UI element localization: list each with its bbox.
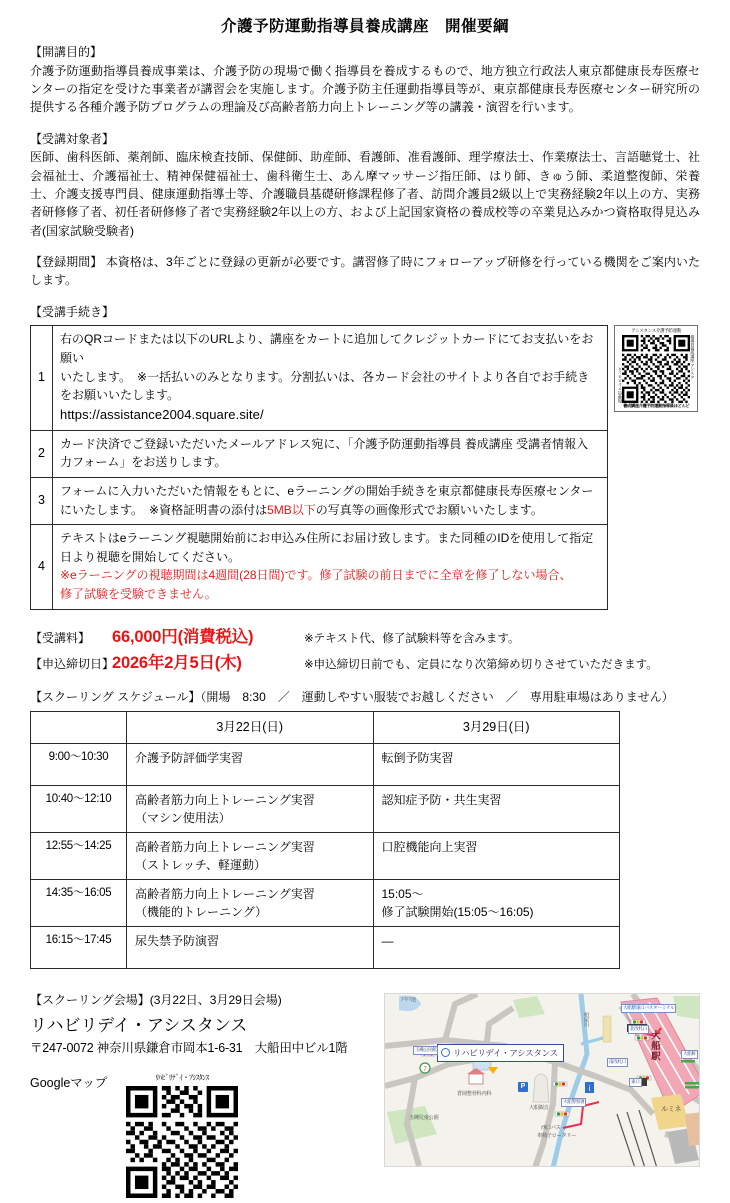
svg-text:7: 7: [423, 1066, 427, 1073]
spacer: [30, 240, 700, 253]
schedule-heading-row: [30, 688, 700, 707]
row-number: 3: [31, 478, 53, 525]
spacer: [30, 610, 700, 623]
map-tag: 大船警察署: [561, 1098, 586, 1107]
fee-label: 【受講料】: [30, 630, 91, 645]
schedule-table-body: [31, 743, 620, 968]
cell-line: 認知症予防・共生実習: [381, 792, 502, 807]
venue-heading: 【スクーリング会場】(3月22日、3月29日会場): [30, 992, 282, 1007]
map-tag: 大船軒: [681, 1050, 698, 1059]
schedule-note: （開場 8:30 ／ 運動しやすい服装でお越しください ／ 専用駐車場はありません）: [200, 689, 674, 704]
gmap-row: [30, 1072, 370, 1203]
cell-line: （ストレッチ、軽運動）: [135, 857, 267, 872]
table-row: [31, 743, 620, 785]
row-line: をお願いいたします。: [60, 388, 180, 403]
deadline-note: ※申込締切日前でも、定員になり次第締め切りさせていただきます。: [304, 658, 658, 671]
map-tag: 南改札口: [607, 1058, 628, 1067]
venue-name: リハビリデイ・アシスタンス: [30, 1015, 248, 1035]
cell-line: （マシン使用法）: [135, 810, 231, 825]
qr-frame[interactable]: [614, 325, 698, 412]
svg-text:i: i: [588, 1083, 591, 1093]
map-parking-icon: P: [518, 1082, 528, 1092]
row-line: テキストはeラーニング視聴開始前にお申込み住所にお届け致します。また同種のIDを使用して指定: [60, 531, 594, 546]
cell-time: 16:15～17:45: [31, 926, 127, 968]
fee-amount: 66,000円(消費税込): [112, 627, 254, 646]
cell-line: 高齢者筋力向上トレーニング実習: [135, 839, 315, 854]
section-purpose: [30, 43, 700, 117]
gmap-label: Googleマップ: [30, 1075, 108, 1090]
row-line-warning: 修了試験を受験できません。: [60, 587, 217, 602]
map-callout-label: リハビリデイ・アシスタンス: [453, 1047, 558, 1058]
cell-day2: [373, 832, 620, 879]
schedule-table: [30, 711, 620, 969]
row-number: 4: [31, 525, 53, 609]
map-tag: 大船駅東口バスターミナル: [621, 1004, 676, 1013]
map-label: 大船観音: [529, 1104, 549, 1111]
deadline-row: [30, 649, 700, 673]
row-line-highlight: 5MB以下: [267, 502, 316, 517]
map-label: 柏尾川: [583, 1011, 589, 1027]
deadline-date: 2026年2月5日(木): [112, 653, 242, 672]
fee-row: [30, 623, 700, 647]
cell-day2: [373, 879, 620, 926]
venue-info: [30, 991, 370, 1203]
map-station-label: 大船駅: [649, 1029, 660, 1062]
table-row: [31, 926, 620, 968]
qr-code-icon: [622, 335, 690, 403]
cell-day1: [127, 785, 374, 832]
cell-line: 介護予防評価学実習: [135, 750, 244, 765]
venue-address: 〒247-0072 神奈川県鎌倉市岡本1-6-31 大船田中ビル1階: [30, 1040, 348, 1055]
row-number: 1: [31, 326, 53, 431]
map-label: 西口バス: [541, 1124, 561, 1131]
procedure-section: [30, 325, 700, 609]
target-heading: 【受講対象者】: [30, 131, 115, 146]
row-number: 2: [31, 430, 53, 477]
cell-line: 尿失禁予防演習: [135, 933, 220, 948]
row-line: いたします。 ※一括払いのみとなります。分割払いは、各カード会社のサイトより各自でお手続き: [60, 369, 590, 384]
map-tag: 玉縄公民館: [413, 1046, 438, 1055]
column-header-day2: 3月29日(日): [373, 712, 620, 744]
map-tag: 北改札口: [628, 1025, 649, 1034]
map-label: 倉岡整骨科内科: [457, 1090, 492, 1097]
qr-left-label: 指導員 アシスタンス: [617, 366, 622, 403]
table-row: [31, 879, 620, 926]
row-line: [60, 501, 600, 520]
schedule-table-head: [31, 712, 620, 744]
cell-time: 14:35～16:05: [31, 879, 127, 926]
table-row: [31, 785, 620, 832]
spacer: [30, 117, 700, 130]
purpose-body: 介護予防運動指導員養成事業は、介護予防の現場で働く指導員を養成するもので、地方独立行政法人東京都健康長寿医療センターの指定を受けた事業者が講習会を実施します。介護予防主任運動指導員等が、東京都健康長寿医療センター研究所の提供する各種介護予防プログラムの理論及び高齢者筋力向上トレーニング等の講義・演習を行います。: [30, 63, 700, 115]
table-header-row: [31, 712, 620, 744]
procedure-table: [30, 325, 608, 609]
cell-time: 12:55～14:25: [31, 832, 127, 879]
row-content: [53, 326, 608, 431]
schedule-heading: 【スクーリング スケジュール】: [30, 689, 201, 704]
venue-qr-caption: ﾘﾊﾋﾞﾘﾃﾞｲ・ｱｼｽﾀﾝｽ: [155, 1072, 209, 1082]
row-line: 日より視聴を開始してください。: [60, 549, 241, 564]
map-qr-code-icon: [126, 1086, 238, 1198]
fee-section: [30, 623, 700, 673]
cell-line: 高齢者筋力向上トレーニング実習: [135, 792, 315, 807]
location-map[interactable]: [384, 993, 700, 1167]
cell-day1: [127, 832, 374, 879]
spacer: [30, 290, 700, 303]
cell-day2: [373, 785, 620, 832]
cell-day1: [127, 926, 374, 968]
qr-middle: [618, 335, 694, 403]
row-content: [53, 478, 608, 525]
cell-day1: [127, 879, 374, 926]
row-line: カード決済でご登録いただいたメールアドレス宛に、「介護予防運動指導員 養成講座 受講者情報入: [60, 436, 589, 451]
table-row: [31, 478, 608, 525]
venue-section: [30, 991, 700, 1203]
cell-line: 口腔機能向上実習: [381, 839, 478, 854]
row-content: [53, 525, 608, 609]
page-title: 介護予防運動指導員養成講座 開催要綱: [220, 18, 509, 35]
procedure-table-body: [31, 326, 608, 609]
row-line: フォームに入力いただいた情報をもとに、eラーニングの開始手続きを東京都健康長寿医療センター: [60, 484, 594, 499]
cell-line: 高齢者筋力向上トレーニング実習: [135, 886, 315, 901]
target-body: 医師、歯科医師、薬剤師、臨床検査技師、保健師、助産師、看護師、准看護師、理学療法士、作業療法士、言語聴覚士、社会福祉士、介護福祉士、精神保健福祉士、歯科衛生士、あん摩マッサージ指圧師、はり師、きゅう師、柔道整復師、栄養士、介護支援専門員、健康運動指導士等、介護職員基礎研修課程修了者、訪問介護員2級以上で実務経験2年以上の方、実務者研修修了者、初任者研修修了者で実務経験2年以上の方、および上記国家資格の養成校等の卒業見込みかつ資格取得見込み者(国家試験受験者): [30, 150, 700, 238]
venue-qr-container[interactable]: [126, 1072, 238, 1203]
registration-body: 本資格は、3年ごとに登録の更新が必要です。講習修了時にフォローアップ研修を行っている機関をご案内いたします。: [30, 255, 700, 288]
map-label: 車椅子ロータリー: [537, 1132, 577, 1139]
row-line: 右のQRコードまたは以下のURLより、講座をカートに追加してクレジットカードにてお支払いをお願い: [60, 332, 594, 365]
fee-note: ※テキスト代、修了試験料等を含みます。: [304, 632, 520, 645]
map-lumine-label: ルミネ: [661, 1105, 682, 1113]
row-content: [53, 430, 608, 477]
cell-day2-empty: —: [373, 926, 620, 968]
cell-day2: [373, 743, 620, 785]
column-header-time: [31, 712, 127, 744]
qr-top-label: アシスタンス介護予防運動: [631, 328, 682, 334]
cell-line: 修了試験開始(15:05～16:05): [381, 904, 534, 919]
spacer: [30, 675, 700, 688]
column-header-day1: 3月22日(日): [127, 712, 374, 744]
cell-line: （機能的トレーニング）: [135, 904, 268, 919]
row-line-post: の写真等の画像形式でお願いいたします。: [315, 502, 543, 517]
cell-line: 15:05～: [381, 886, 424, 901]
procedure-heading: 【受講手続き】: [30, 304, 115, 319]
signup-url[interactable]: https://assistance2004.square.site/: [60, 406, 264, 422]
table-row: [31, 326, 608, 431]
table-row: [31, 525, 608, 609]
map-graphic: [385, 994, 700, 1167]
section-registration: [30, 253, 700, 290]
qr-bottom-label: 養成講座介護予防運動指導員ほどんど: [623, 402, 690, 408]
row-line-warning: ※eラーニングの視聴期間は4週間(28日間)です。修了試験の前日までに全章を修了しない場合、: [60, 568, 572, 583]
map-tag: 東口: [629, 1078, 642, 1087]
signup-qr-container: [614, 325, 698, 412]
table-row: [31, 430, 608, 477]
row-line: 力フォーム」をお送りします。: [60, 455, 227, 470]
cell-time: 10:40～12:10: [31, 785, 127, 832]
section-target: [30, 130, 700, 240]
table-row: [31, 832, 620, 879]
map-label: 玉縄児童公園: [409, 1114, 439, 1121]
map-pin-icon: [441, 1048, 450, 1057]
deadline-label: 【申込締切日】: [30, 656, 115, 671]
purpose-heading: 【開講目的】: [30, 45, 103, 59]
row-line-pre: にいたします。 ※資格証明書の添付は: [60, 502, 268, 517]
map-label: 戸戸池: [401, 996, 416, 1003]
cell-day1: [127, 743, 374, 785]
cell-line: 転倒予防実習: [381, 750, 454, 765]
map-callout-venue[interactable]: [437, 1044, 564, 1062]
qr-right-label: 指導員養成講座 アシスタ: [690, 334, 696, 379]
cell-time: 9:00～10:30: [31, 743, 127, 785]
map-venue-arrow-icon: [488, 1067, 498, 1074]
registration-heading: 【登録期間】: [30, 255, 103, 270]
